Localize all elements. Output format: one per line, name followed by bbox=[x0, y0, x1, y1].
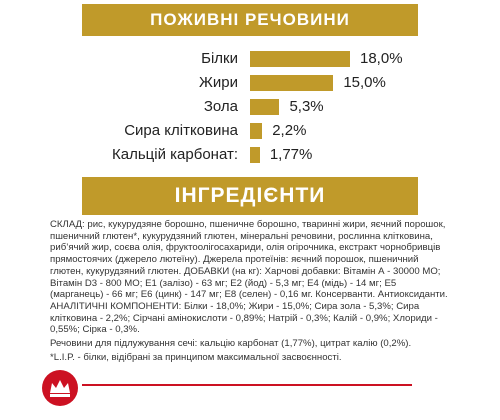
nutrient-bar bbox=[250, 75, 333, 91]
nutrient-value: 15,0% bbox=[343, 74, 386, 91]
nutrient-bar bbox=[250, 147, 260, 163]
nutrients-heading: ПОЖИВНІ РЕЧОВИНИ bbox=[82, 4, 418, 36]
nutrient-label: Білки bbox=[201, 50, 238, 67]
nutrient-bar bbox=[250, 99, 279, 115]
nutrient-label: Сира клітковина bbox=[124, 122, 238, 139]
nutrient-row bbox=[0, 119, 500, 143]
nutrient-bar bbox=[250, 51, 350, 67]
nutrient-value: 18,0% bbox=[360, 50, 403, 67]
footer-divider bbox=[82, 384, 412, 386]
royal-crown-logo-icon bbox=[40, 368, 80, 408]
nutrient-row bbox=[0, 71, 500, 95]
ingredients-text bbox=[50, 219, 452, 365]
nutrient-label: Зола bbox=[203, 98, 238, 115]
nutrient-value: 1,77% bbox=[269, 146, 313, 163]
nutrients-chart bbox=[0, 0, 500, 170]
nutrient-bar bbox=[250, 123, 262, 139]
ingredients-composition: СКЛАД: рис, кукурудзяне борошно, пшеничне борошно, тваринні жири, яєчний порошок, пшеничний глютен*, кукурудзяний глютен, мінеральні речовини, рослинна клітковина, риб’ячий жир, соєва олія, фруктоолігосахариди, олія огірочника, екстракт чорнобривців прямостоячих (джерело лютеїну). Джерела протеїнів: яєчний порошок, пшеничний глютен, кукурудзяний глютен. ДОБАВКИ (на кг): Харчові добавки: Вітамін А - 30000 МО; Вітамін D3 - 800 МО; Е1 (залізо) - 63 мг; Е2 (йод) - 5,3 мг; Е4 (мідь) - 14 мг; Е5 (марганець) - 66 мг; Е6 (цинк) - 147 мг; Е8 (селен) - 0,16 мг. Консерванти. Антиоксиданти. АНАЛІТИЧНІ КОМПОНЕНТИ: Білки - 18,0%; Жири - 15,0%; Сира зола - 5,3%; Сира клітковина - 2,2%; Сірчані амінокислоти - 0,89%; Натрій - 0,3%; Калій - 0,9%; Хлориди - 0,55%; Сірка - 0,3%. bbox=[50, 219, 448, 336]
nutrient-row bbox=[0, 95, 500, 119]
ingredients-lip-note: *L.I.P. - білки, відібрані за принципом максимальної засвоєнності. bbox=[50, 351, 342, 363]
nutrient-value: 5,3% bbox=[289, 98, 324, 115]
nutrient-row bbox=[0, 47, 500, 71]
ingredients-heading: ІНГРЕДІЄНТИ bbox=[82, 177, 418, 215]
nutrient-row bbox=[0, 143, 500, 167]
nutrient-label: Кальцій карбонат: bbox=[112, 146, 238, 163]
nutrient-label: Жири bbox=[199, 74, 238, 91]
ingredients-urine-note: Речовини для підлужування сечі: кальцію карбонат (1,77%), цитрат калію (0,2%). bbox=[50, 338, 412, 350]
nutrient-value: 2,2% bbox=[272, 122, 307, 139]
